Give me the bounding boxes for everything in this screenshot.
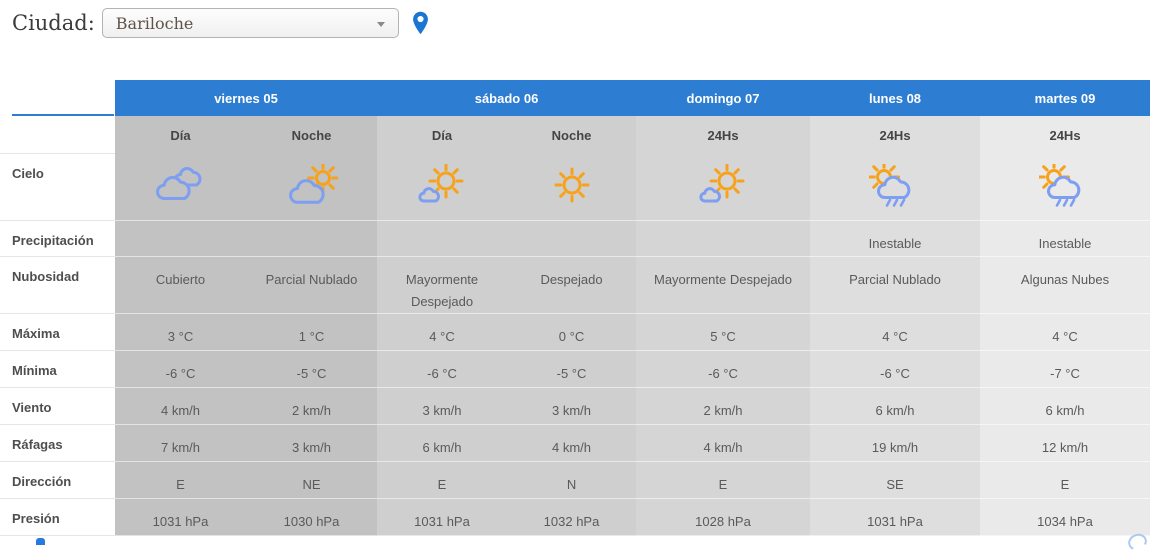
forecast-cell: -5 °C [246, 351, 377, 388]
forecast-cell: 4 km/h [115, 388, 246, 425]
forecast-cell [115, 221, 246, 257]
forecast-cell: 1030 hPa [246, 499, 377, 536]
forecast-cell: 5 °C [636, 314, 810, 351]
forecast-cell: Mayormente Despejado [377, 257, 507, 314]
subcolumn-header: 24Hs [636, 116, 810, 154]
forecast-cell: 6 km/h [377, 425, 507, 462]
forecast-cell [377, 221, 507, 257]
forecast-cell: 6 km/h [810, 388, 980, 425]
subcolumn-header: Día [115, 116, 246, 154]
forecast-cell: 7 km/h [115, 425, 246, 462]
forecast-cell: 1032 hPa [507, 499, 636, 536]
weather-icon-mostly-sunny [377, 154, 507, 221]
forecast-cell: 2 km/h [246, 388, 377, 425]
forecast-cell: 3 km/h [377, 388, 507, 425]
row-label: Cielo [0, 154, 115, 221]
forecast-cell: 1031 hPa [810, 499, 980, 536]
forecast-cell: Parcial Nublado [810, 257, 980, 314]
row-label: Presión [0, 499, 115, 536]
forecast-cell: -6 °C [810, 351, 980, 388]
subcolumn-header: Día [377, 116, 507, 154]
forecast-cell: 4 °C [810, 314, 980, 351]
subcolumn-header: Noche [246, 116, 377, 154]
table-corner [0, 80, 115, 116]
forecast-cell: E [636, 462, 810, 499]
forecast-cell [636, 221, 810, 257]
row-label: Precipitación [0, 221, 115, 257]
forecast-cell: 3 °C [115, 314, 246, 351]
forecast-cell: SE [810, 462, 980, 499]
day-header: lunes 08 [810, 80, 980, 116]
day-header: sábado 06 [377, 80, 636, 116]
forecast-cell: -7 °C [980, 351, 1150, 388]
forecast-cell: E [115, 462, 246, 499]
location-pin-icon[interactable] [412, 11, 429, 35]
forecast-cell: Despejado [507, 257, 636, 314]
forecast-cell [246, 221, 377, 257]
weather-icon-partly-cloudy [246, 154, 377, 221]
row-label: Nubosidad [0, 257, 115, 314]
forecast-cell: 4 km/h [507, 425, 636, 462]
forecast-cell: Mayormente Despejado [636, 257, 810, 314]
forecast-cell: 19 km/h [810, 425, 980, 462]
forecast-cell: Cubierto [115, 257, 246, 314]
forecast-cell: 4 °C [377, 314, 507, 351]
chevron-down-icon [377, 22, 385, 27]
label-column-spacer [0, 116, 115, 154]
forecast-cell: 6 km/h [980, 388, 1150, 425]
forecast-table [0, 80, 1150, 536]
forecast-cell: N [507, 462, 636, 499]
weather-icon-sun-showers [980, 154, 1150, 221]
subcolumn-header: Noche [507, 116, 636, 154]
forecast-cell: 0 °C [507, 314, 636, 351]
forecast-cell: 1031 hPa [115, 499, 246, 536]
row-label: Viento [0, 388, 115, 425]
weather-icon-sunny [507, 154, 636, 221]
forecast-cell: 1034 hPa [980, 499, 1150, 536]
forecast-cell: Inestable [980, 221, 1150, 257]
row-label: Máxima [0, 314, 115, 351]
forecast-cell: E [980, 462, 1150, 499]
forecast-cell: 3 km/h [246, 425, 377, 462]
city-toolbar [12, 8, 429, 38]
city-select-value: Bariloche [115, 13, 194, 33]
subcolumn-header: 24Hs [810, 116, 980, 154]
row-label: Ráfagas [0, 425, 115, 462]
row-label: Mínima [0, 351, 115, 388]
forecast-cell: E [377, 462, 507, 499]
forecast-cell: Parcial Nublado [246, 257, 377, 314]
forecast-cell: Algunas Nubes [980, 257, 1150, 314]
forecast-cell [507, 221, 636, 257]
forecast-cell: 4 km/h [636, 425, 810, 462]
day-header: martes 09 [980, 80, 1150, 116]
forecast-cell: NE [246, 462, 377, 499]
weather-icon-cloudy [115, 154, 246, 221]
city-select[interactable] [102, 8, 399, 38]
label-column-underline [12, 114, 114, 116]
row-label: Dirección [0, 462, 115, 499]
day-header: viernes 05 [115, 80, 377, 116]
forecast-cell: 1028 hPa [636, 499, 810, 536]
weather-icon-sun-showers [810, 154, 980, 221]
cut-off-icon-fragment [36, 538, 45, 545]
forecast-cell: 1031 hPa [377, 499, 507, 536]
forecast-cell: -6 °C [636, 351, 810, 388]
forecast-cell: Inestable [810, 221, 980, 257]
forecast-cell: -6 °C [377, 351, 507, 388]
forecast-cell: 4 °C [980, 314, 1150, 351]
weather-icon-mostly-sunny [636, 154, 810, 221]
forecast-cell: 3 km/h [507, 388, 636, 425]
forecast-cell: -6 °C [115, 351, 246, 388]
forecast-cell: 1 °C [246, 314, 377, 351]
subcolumn-header: 24Hs [980, 116, 1150, 154]
forecast-cell: -5 °C [507, 351, 636, 388]
forecast-cell: 12 km/h [980, 425, 1150, 462]
forecast-cell: 2 km/h [636, 388, 810, 425]
day-header: domingo 07 [636, 80, 810, 116]
city-label: Ciudad: [12, 11, 95, 35]
